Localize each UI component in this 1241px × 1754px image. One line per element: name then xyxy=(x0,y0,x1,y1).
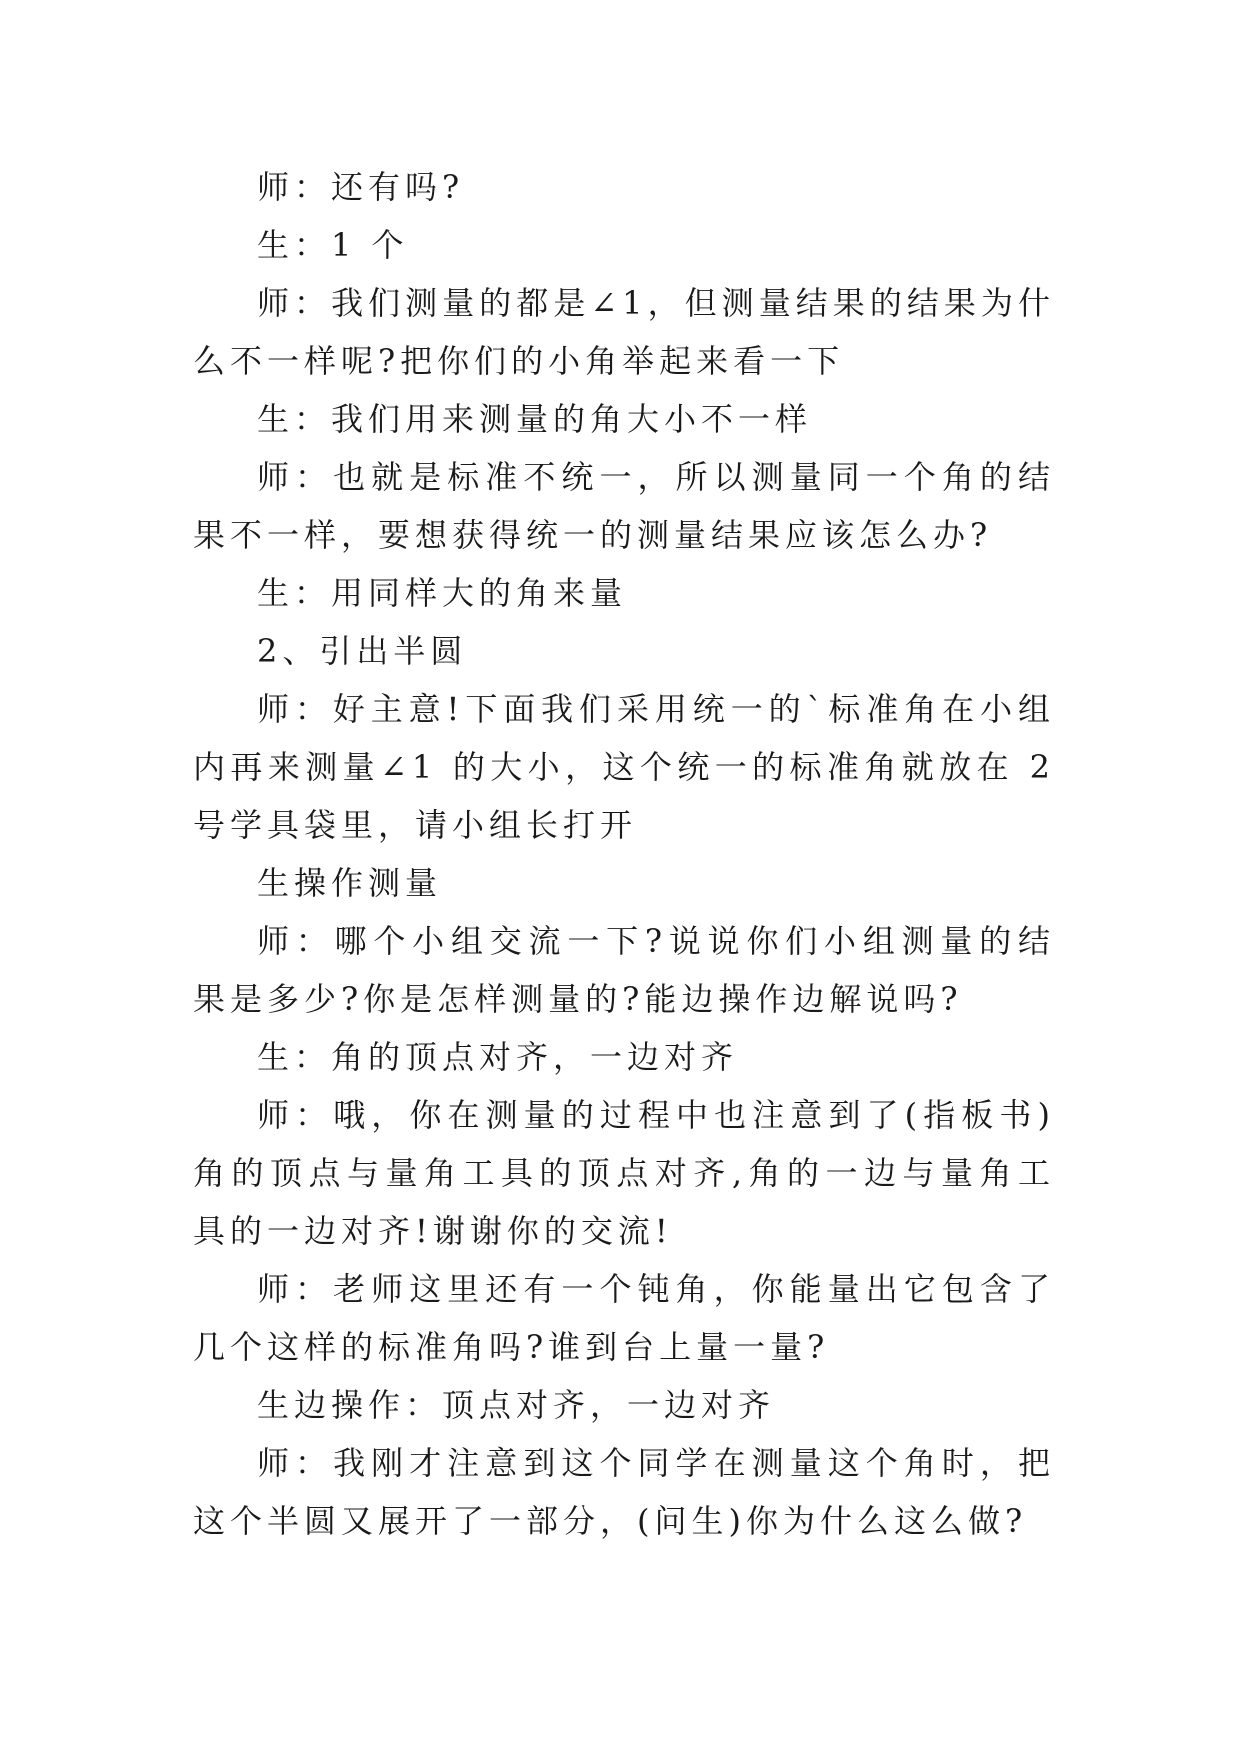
paragraph: 生：用同样大的角来量 xyxy=(257,574,628,612)
paragraph: 生：我们用来测量的角大小不一样 xyxy=(257,400,813,438)
paragraph: 生边操作：顶点对齐，一边对齐 xyxy=(257,1386,776,1424)
paragraph: 生：角的顶点对齐，一边对齐 xyxy=(257,1038,739,1076)
paragraph: 师：哦，你在测量的过程中也注意到了(指板书)角的顶点与量角工具的顶点对齐,角的一边与量角工具的一边对齐!谢谢你的交流! xyxy=(193,1096,1055,1250)
section-heading: 2、引出半圆 xyxy=(257,632,468,670)
paragraph: 师：老师这里还有一个钝角，你能量出它包含了几个这样的标准角吗?谁到台上量一量? xyxy=(193,1270,1055,1366)
paragraph: 师：也就是标准不统一，所以测量同一个角的结果不一样，要想获得统一的测量结果应该怎么办? xyxy=(193,458,1055,554)
paragraph: 生：1 个 xyxy=(257,226,409,264)
paragraph: 师：好主意!下面我们采用统一的`标准角在小组内再来测量∠1 的大小，这个统一的标准角就放在 2 号学具袋里，请小组长打开 xyxy=(193,690,1055,844)
document-body xyxy=(193,158,1055,1550)
paragraph: 师：我们测量的都是∠1，但测量结果的结果为什么不一样呢?把你们的小角举起来看一下 xyxy=(193,284,1055,380)
paragraph: 师：哪个小组交流一下?说说你们小组测量的结果是多少?你是怎样测量的?能边操作边解说吗? xyxy=(193,922,1055,1018)
paragraph: 师：还有吗? xyxy=(257,168,465,206)
paragraph: 师：我刚才注意到这个同学在测量这个角时，把这个半圆又展开了一部分，(问生)你为什么这么做? xyxy=(193,1444,1055,1540)
paragraph: 生操作测量 xyxy=(257,864,443,902)
